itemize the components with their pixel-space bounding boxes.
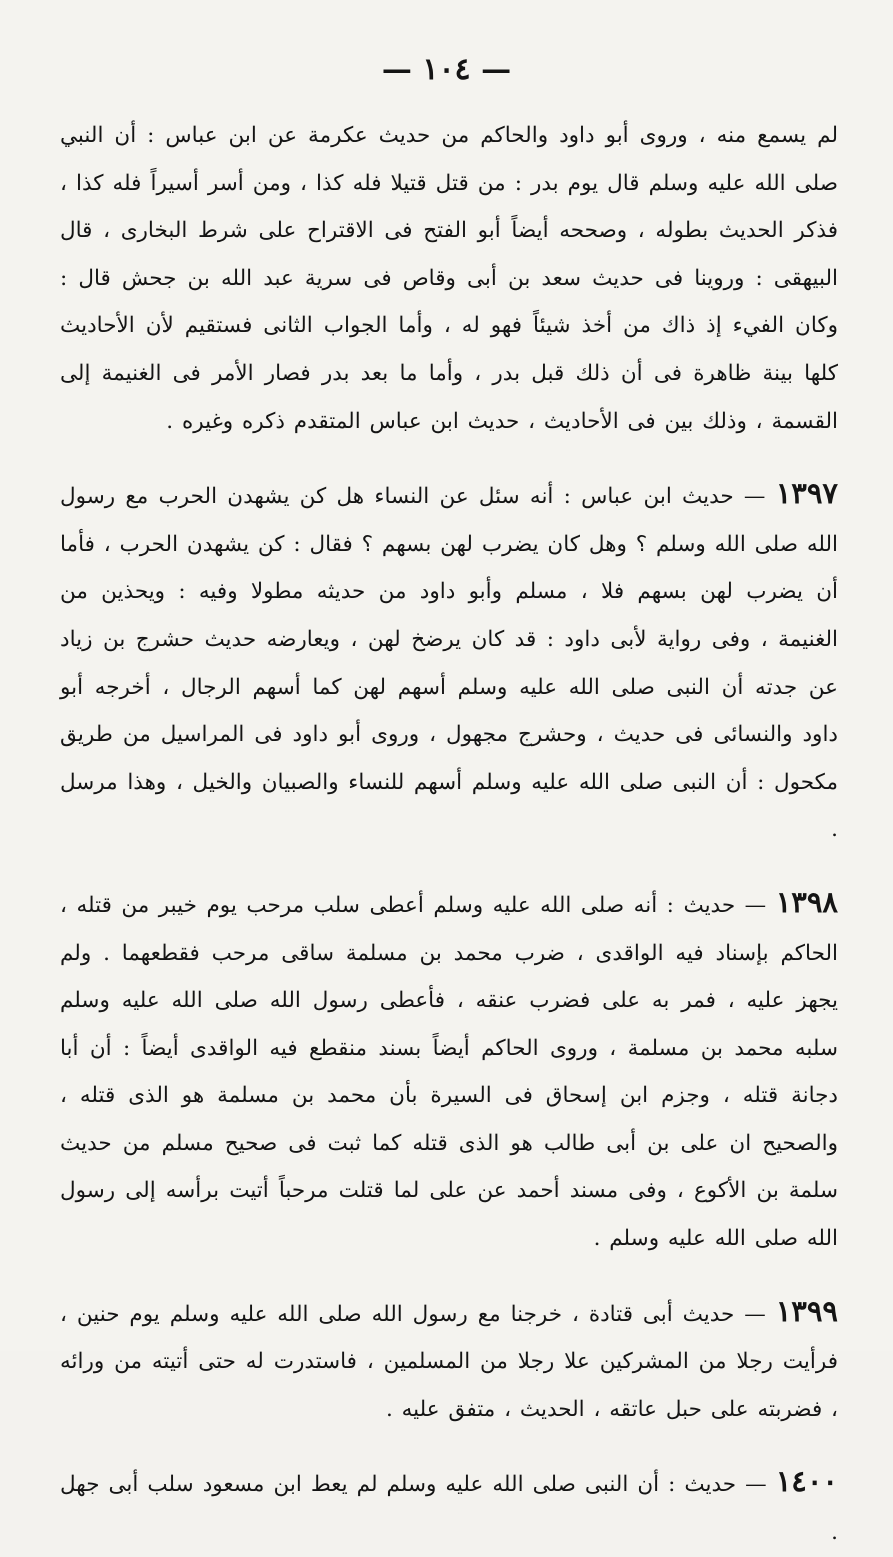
hadith-number: ١٣٩٧ (775, 476, 838, 511)
hadith-number: ١٣٩٨ (775, 884, 838, 919)
hadith-1397 (60, 470, 838, 854)
hadith-number: ١٣٩٩ (775, 1293, 838, 1328)
paragraph-text: لم يسمع منه ، وروى أبو داود والحاكم من حديث عكرمة عن ابن عباس : أن النبي صلى الله عليه وسلم قال يوم بدر : من قتل قتيلا فله كذا ، ومن أسر أسيراً فله كذا ، فذكر الحديث بطوله ، وصححه أيضاً أبو الفتح فى الاقتراح على شرط البخارى ، قال البيهقى : وروينا فى حديث سعد بن أبى وقاص فى سرية عبد الله بن جحش قال : وكان الفيء إذ ذاك من أخذ شيئاً فهو له ، وأما الجواب الثانى فستقيم لأن الأحاديث كلها بينة ظاهرة فى أن ذلك قبل بدر ، وأما ما بعد بدر فصار الأمر فى الغنيمة إلى القسمة ، وذلك بين فى الأحاديث ، حديث ابن عباس المتقدم ذكره وغيره . (60, 123, 838, 434)
paragraph-continuation (60, 112, 838, 445)
hadith-1398 (60, 879, 838, 1263)
hadith-number: ١٤٠٠ (775, 1464, 838, 1499)
paragraph-text: — حديث أبى قتادة ، خرجنا مع رسول الله صلى الله عليه وسلم يوم حنين ، فرأيت رجلا من المشركين علا رجلا من المسلمين ، فاستدرت له حتى أتيته من ورائه ، فضربته على حبل عاتقه ، الحديث ، متفق عليه . (60, 1301, 838, 1422)
hadith-1400 (60, 1458, 838, 1556)
page-number: — ١٠٤ — (381, 52, 512, 87)
paragraph-text: — حديث : أنه صلى الله عليه وسلم أعطى سلب مرحب يوم خيبر من قتله ، الحاكم بإسناد فيه الواقدى ، ضرب محمد بن مسلمة ساقى مرحب فقطعهما . ولم يجهز عليه ، فمر به على فضرب عنقه ، فأعطى رسول الله صلى الله عليه وسلم سلبه محمد بن مسلمة ، وروى الحاكم أيضاً بسند منقطع فيه الواقدى أيضاً : أن أبا دجانة قتله ، وجزم ابن إسحاق فى السيرة بأن محمد بن مسلمة هو الذى قتله ، والصحيح ان على بن أبى طالب هو الذى قتله كما ثبت فى صحيح مسلم من حديث سلمة بن الأكوع ، وفى مسند أحمد عن على لما قتلت مرحباً أتيت برأسه إلى رسول الله صلى الله عليه وسلم . (60, 892, 838, 1252)
page-body (60, 112, 838, 1557)
hadith-1399 (60, 1288, 838, 1434)
paragraph-text: — حديث : أن النبى صلى الله عليه وسلم لم يعط ابن مسعود سلب أبى جهل . (60, 1472, 838, 1546)
paragraph-text: — حديث ابن عباس : أنه سئل عن النساء هل كن يشهدن الحرب مع رسول الله صلى الله وسلم ؟ وهل كان يضرب لهن بسهم ؟ فقال : كن يشهدن الحرب ، فأما أن يضرب لهن بسهم فلا ، مسلم وأبو داود من حديثه مطولا وفيه : ويحذين من الغنيمة ، وفى رواية لأبى داود : قد كان يرضخ لهن ، ويعارضه حديث حشرج بن زياد عن جدته أن النبى صلى الله عليه وسلم أسهم لهن كما أسهم الرجال ، أخرجه أبو داود والنسائى فى حديث ، وحشرج مجهول ، وروى أبو داود فى المراسيل من طريق مكحول : أن النبى صلى الله عليه وسلم أسهم للنساء والصبيان والخيل ، وهذا مرسل . (60, 484, 838, 843)
